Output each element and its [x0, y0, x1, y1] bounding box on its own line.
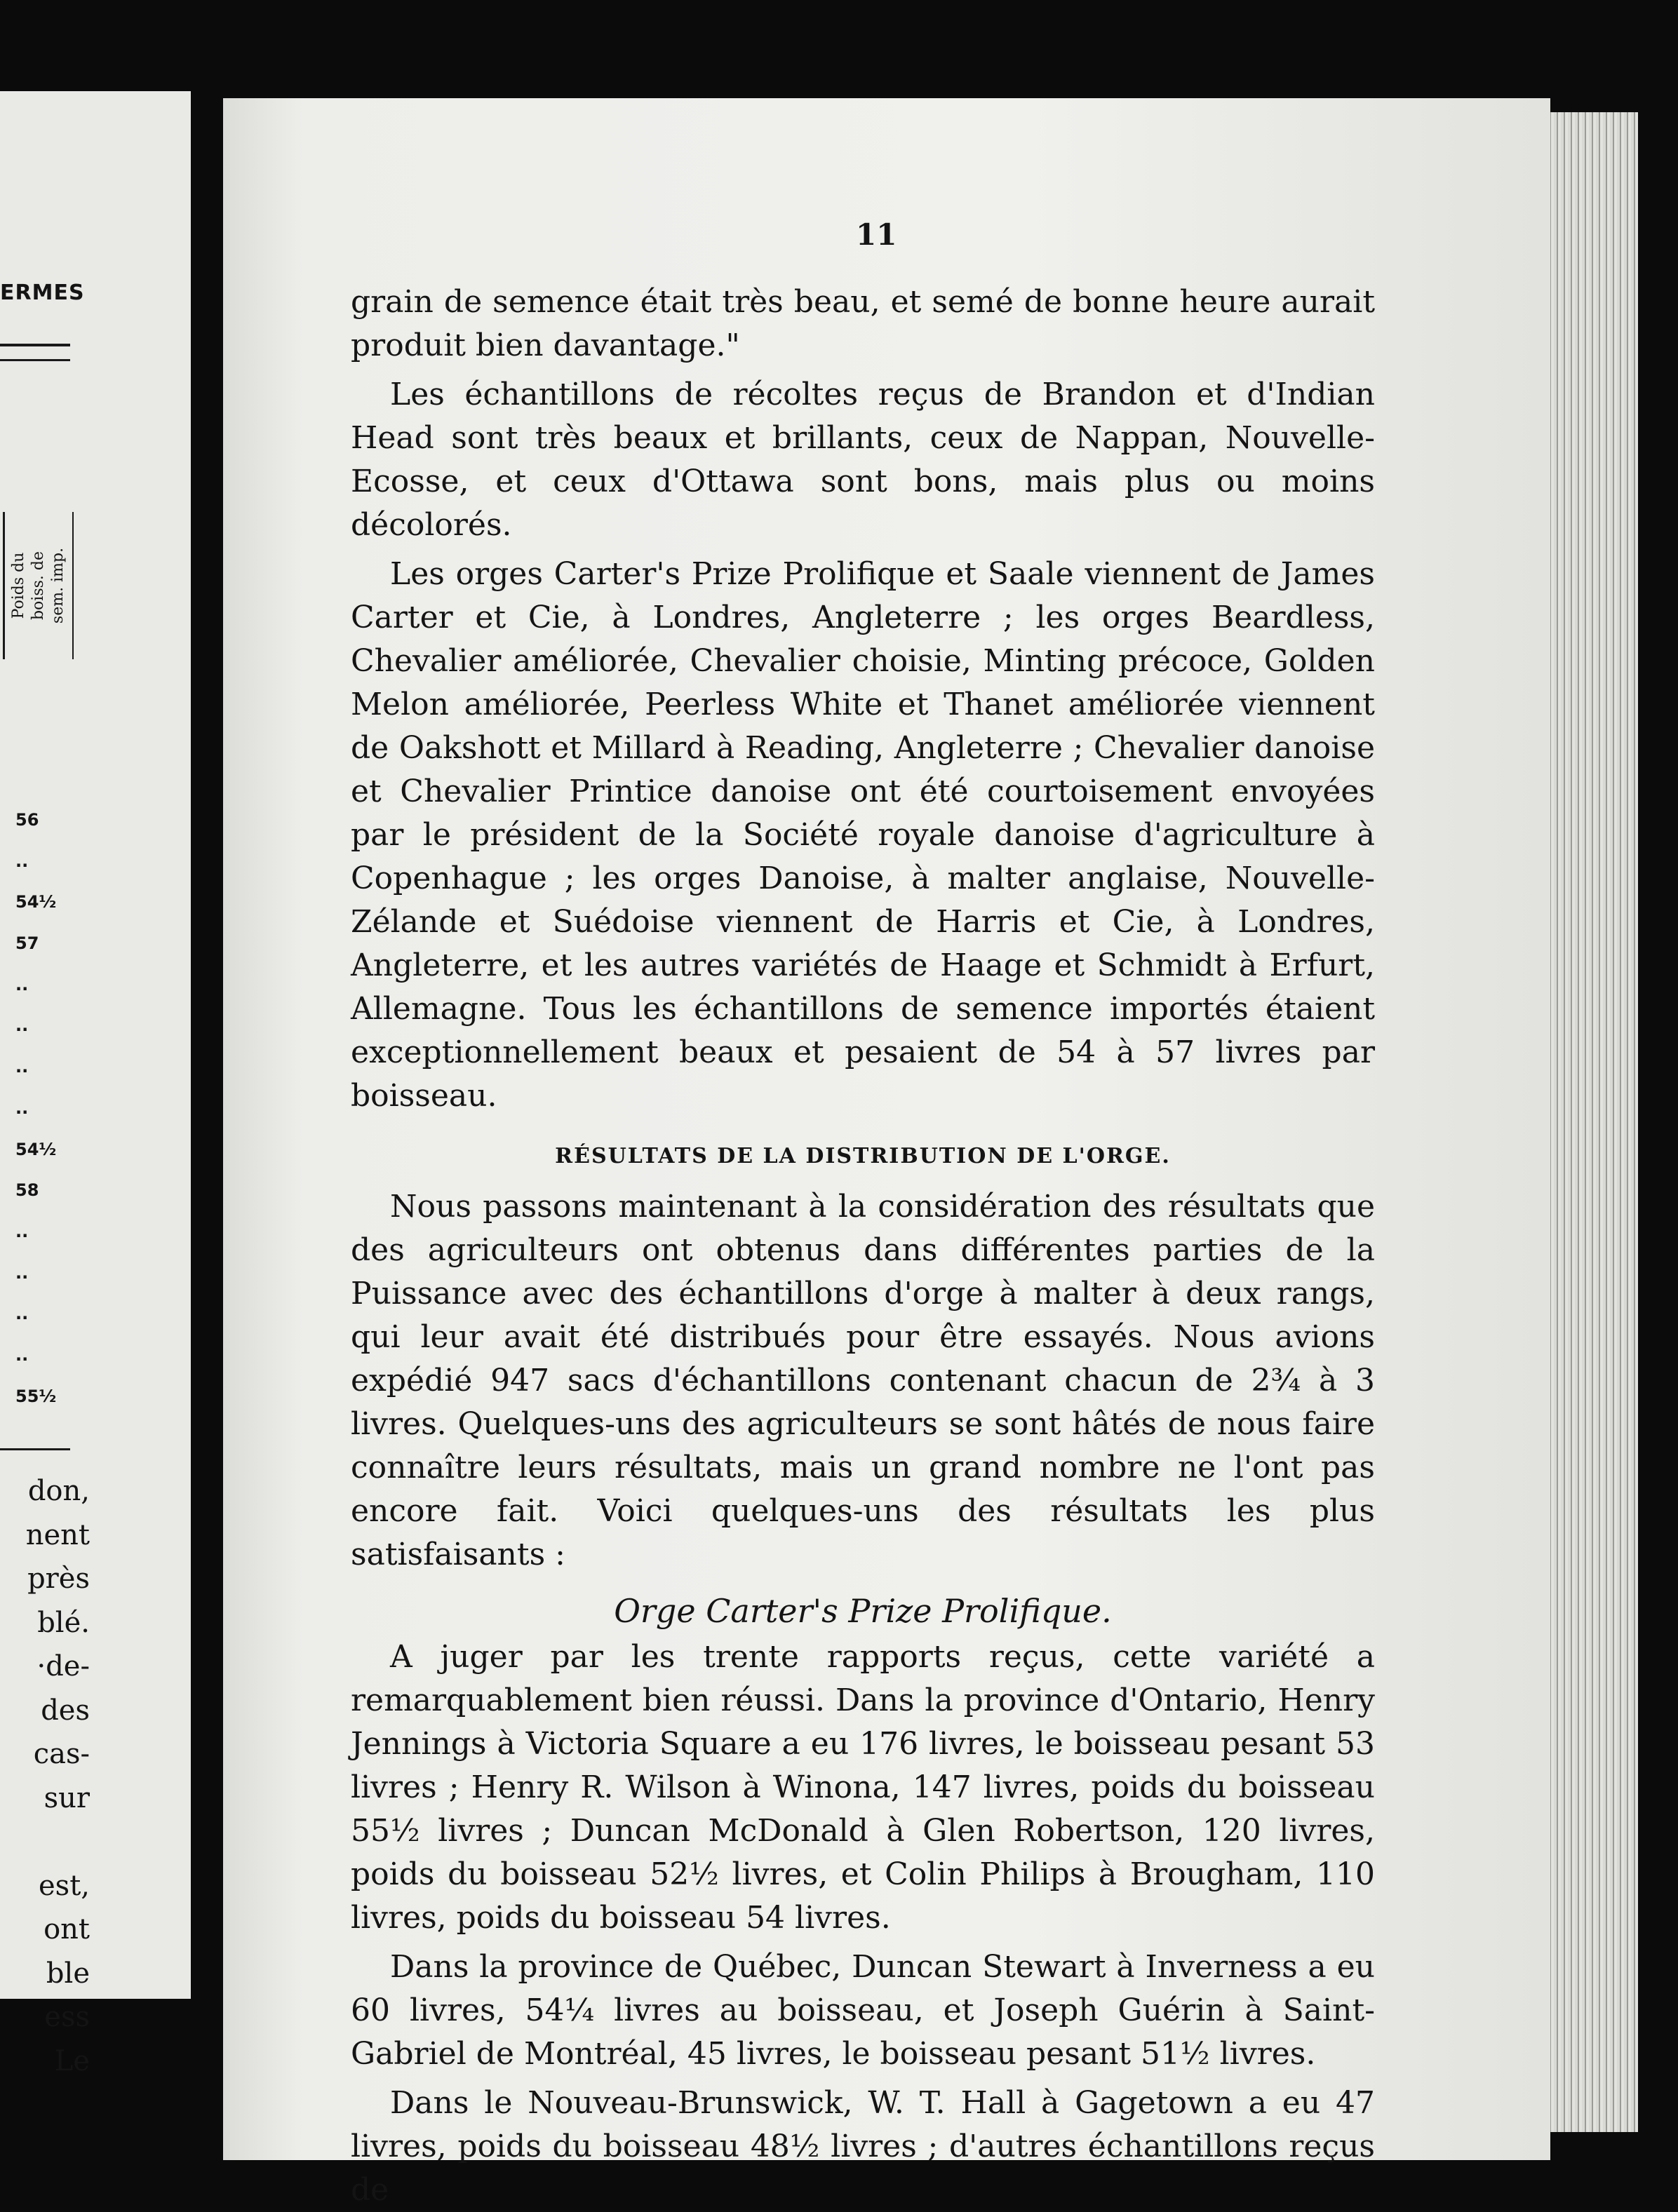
- paragraph: Les orges Carter's Prize Prolifique et Saale viennent de James Carter et Cie, à Londres, Angleterre ; les orges Beardless, Chevalier améliorée, Chevalier choisie, Minting précoce, Golden Melon améliorée, Peerless White et Thanet améliorée viennent de Oakshott et Millard à Reading, Angleterre ; Chevalier danoise et Chevalier Printice danoise ont été courtoisement envoyées par le président de la Société royale danoise d'agriculture à Copenhague ; les orges Danoise, à malter anglaise, Nouvelle-Zélande et Suédoise viennent de Harris et Cie, à Londres, Angleterre, et les autres variétés de Haage et Schmidt à Erfurt, Allemagne. Tous les échantillons de semence importés étaient exceptionnellement beaux et pesaient de 54 à 57 livres par boisseau.: [351, 556, 1375, 1114]
- left-line-fragment: ble: [46, 1957, 90, 1990]
- book-page-edges: [1540, 112, 1638, 2132]
- left-line-fragment: Le: [54, 2044, 90, 2077]
- page-number: 11: [856, 217, 897, 252]
- left-line-fragment: ess: [44, 2001, 90, 2033]
- left-column-value: ..: [15, 1344, 29, 1365]
- left-column-value: 58: [15, 1180, 39, 1201]
- left-header-rule-2: [0, 359, 70, 361]
- paragraph: Les échantillons de récoltes reçus de Brandon et d'Indian Head sont très beaux et brillants, ceux de Nappan, Nouvelle-Ecosse, et ceux d'Ottawa sont bons, mais plus ou moins décolorés.: [351, 377, 1375, 543]
- paragraph: grain de semence était très beau, et semé de bonne heure aurait produit bien davantage.": [351, 284, 1375, 363]
- left-column-value: ..: [15, 1098, 29, 1118]
- left-column-values: [15, 800, 72, 1417]
- left-column-header-line: sem. imp.: [49, 547, 67, 624]
- left-column-header-line: Poids du: [10, 552, 27, 619]
- left-column-value: 54½: [15, 892, 57, 912]
- left-line-fragment: est,: [39, 1869, 90, 1902]
- left-column-value: 57: [15, 933, 39, 954]
- left-column-value: ..: [15, 1057, 29, 1077]
- left-column-header-line: boiss. de: [29, 551, 47, 621]
- left-column-header: [3, 512, 74, 659]
- left-column-value: ..: [15, 1304, 29, 1324]
- left-line-fragment: nent: [25, 1518, 90, 1551]
- left-column-value: 54½: [15, 1139, 57, 1159]
- left-page-header: ERMES: [0, 281, 85, 305]
- left-line-fragment: ont: [43, 1913, 90, 1945]
- left-line-fragment: blé.: [37, 1606, 90, 1639]
- left-text-fragments: [6, 1469, 90, 2083]
- left-line-fragment: près: [27, 1563, 90, 1595]
- left-header-rule: [0, 344, 70, 346]
- section-heading: RÉSULTATS DE LA DISTRIBUTION DE L'ORGE.: [555, 1144, 1171, 1168]
- left-facing-page: [0, 91, 191, 2077]
- left-line-fragment: [6, 1820, 90, 1864]
- paragraph: Dans le Nouveau-Brunswick, W. T. Hall à Gagetown a eu 47 livres, poids du boisseau 48½ livres ; d'autres échantillons reçus de: [351, 2085, 1375, 2208]
- left-column-value: ..: [15, 1262, 29, 1283]
- subsection-heading: Orge Carter's Prize Prolifique.: [614, 1592, 1112, 1630]
- left-line-fragment: ·de-: [36, 1650, 90, 1682]
- left-table-bottom-rule: [0, 1448, 70, 1450]
- left-column-value: 56: [15, 810, 39, 830]
- left-column-value: ..: [15, 974, 29, 994]
- left-column-value: ..: [15, 1016, 29, 1036]
- left-line-fragment: don,: [27, 1475, 90, 1507]
- paragraph: Nous passons maintenant à la considération des résultats que des agriculteurs ont obtenus dans différentes parties de la Puissance avec des échantillons d'orge à malter à deux rangs, qui leur avait été distribués pour être essayés. Nous avions expédié 947 sacs d'échantillons contenant chacun de 2¾ à 3 livres. Quelques-uns des agriculteurs se sont hâtés de nous faire connaître leurs résultats, mais un grand nombre ne l'ont pas encore fait. Voici quelques-uns des résultats les plus satisfaisants :: [351, 1189, 1375, 1572]
- paragraph: A juger par les trente rapports reçus, cette variété a remarquablement bien réussi. Dans la province d'Ontario, Henry Jennings à Victoria Square a eu 176 livres, le boisseau pesant 53 livres ; Henry R. Wilson à Winona, 147 livres, poids du boisseau 55½ livres ; Duncan McDonald à Glen Robertson, 120 livres, poids du boisseau 52½ livres, et Colin Philips à Brougham, 110 livres, poids du boisseau 54 livres.: [351, 1639, 1375, 1936]
- left-column-value: ..: [15, 1221, 29, 1241]
- left-line-fragment: cas-: [33, 1738, 90, 1770]
- left-line-fragment: des: [41, 1694, 90, 1727]
- left-column-value: 55½: [15, 1386, 57, 1406]
- page-text-block: [351, 281, 1375, 2212]
- left-line-fragment: sur: [43, 1781, 90, 1814]
- left-column-value: ..: [15, 851, 29, 871]
- paragraph: Dans la province de Québec, Duncan Stewart à Inverness a eu 60 livres, 54¼ livres au boisseau, et Joseph Guérin à Saint-Gabriel de Montréal, 45 livres, le boisseau pesant 51½ livres.: [351, 1949, 1375, 2072]
